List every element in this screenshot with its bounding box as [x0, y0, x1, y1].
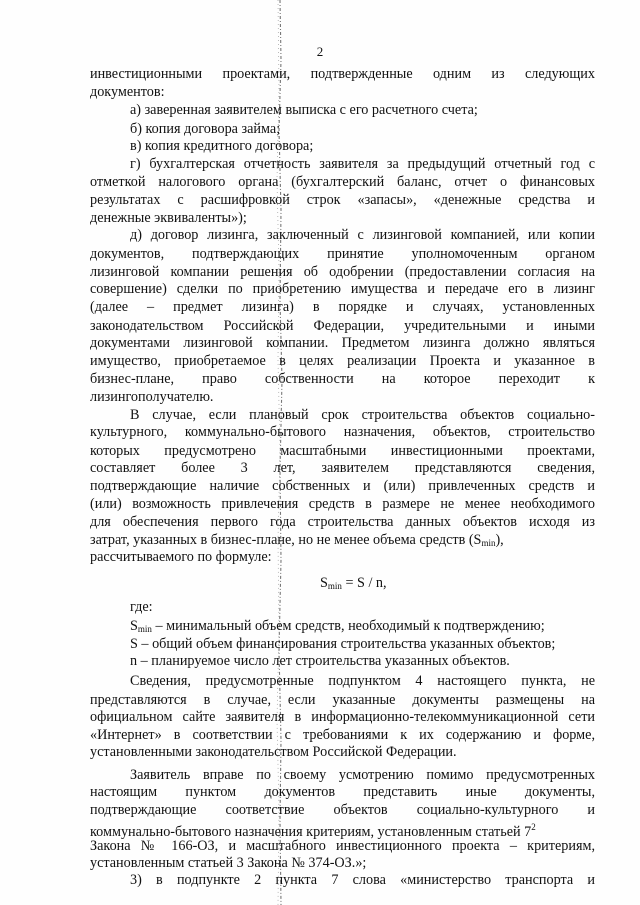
text-line: бизнес-плане, право собственности на которое переходит к	[90, 371, 595, 387]
list-item-g: г) бухгалтерская отчетность заявителя за предыдущий отчетный год с	[130, 156, 595, 172]
text-line: где:	[130, 599, 153, 615]
list-item-v: в) копия кредитного договора;	[130, 138, 314, 154]
text-line: составляет более 3 лет, заявителем представляются сведения,	[90, 460, 595, 476]
text-fragment: ),	[495, 532, 504, 548]
def-symbol: S	[130, 618, 138, 634]
subscript: min	[481, 538, 496, 548]
formula-rhs: = S / n,	[341, 575, 387, 591]
formula-lhs: S	[320, 575, 328, 591]
text-line: документами лизинговой компании. Предметом лизинга должно являться	[90, 335, 595, 351]
formula	[320, 574, 520, 596]
text-line: установленными законодательством Российской Федерации.	[90, 744, 457, 760]
text-line: Закона № 166-ОЗ, и масштабного инвестиционного проекта – критериям,	[90, 838, 595, 854]
text-line: настоящим пунктом документов представить иные документы,	[90, 784, 595, 800]
def-text: – минимальный объем средств, необходимый к подтверждению;	[155, 618, 545, 634]
text-line: для обеспечения первого года строительства данных объектов исходя из	[90, 514, 595, 530]
text-line: культурного, коммунально-бытового назначения, объектов, строительство	[90, 424, 595, 440]
text-line: n – планируемое число лет строительства указанных объектов.	[130, 653, 510, 669]
text-line: «Интернет» в соответствии с требованиями к их содержанию и форме,	[90, 727, 595, 743]
text-line: инвестиционными проектами, подтвержденные одним из следующих	[90, 66, 595, 82]
def-sub: min	[137, 624, 152, 634]
text-line: отметкой налогового органа (бухгалтерский баланс, отчет о финансовых	[90, 174, 595, 190]
page-number: 2	[316, 44, 324, 59]
text-line: документов, подтверждающих принятие уполномоченным органом	[90, 246, 595, 262]
list-item-b: б) копия договора займа;	[130, 121, 281, 137]
text-line: 3) в подпункте 2 пункта 7 слова «министерство транспорта и	[130, 872, 595, 888]
superscript: 2	[531, 822, 536, 832]
text-line: рассчитываемого по формуле:	[90, 549, 272, 565]
text-line: S – общий объем финансирования строительства указанных объектов;	[130, 636, 556, 652]
text-line: лизинговой компании решения об одобрении (предоставлении согласия на	[90, 264, 595, 280]
text-line: представляются в случае, если указанные документы размещены на	[90, 692, 595, 708]
list-item-d: д) договор лизинга, заключенный с лизинговой компанией, или копии	[130, 227, 595, 243]
text-line: результатах с расшифровкой строк «запасы», «денежные средства и	[90, 192, 595, 208]
text-line: имущество, приобретаемое в целях реализации Проекта и указанное в	[90, 353, 595, 369]
formula-sub: min	[327, 581, 342, 591]
text-line: коммунально-бытового назначения критериям, установленным статьей 7	[90, 824, 532, 840]
text-line: денежные эквиваленты»);	[90, 210, 247, 226]
text-line: документов:	[90, 84, 165, 100]
text-line: законодательством Российской Федерации, учредительными и иными	[90, 318, 595, 334]
text-line: лизингополучателю.	[90, 389, 214, 405]
text-line: В случае, если плановый срок строительства объектов социально-	[130, 407, 595, 423]
text-line: установленным статьей 3 Закона № 374-ОЗ.»;	[90, 855, 367, 871]
text-line: Заявитель вправе по своему усмотрению помимо предусмотренных	[130, 767, 595, 783]
text-line: Сведения, предусмотренные подпунктом 4 настоящего пункта, не	[130, 673, 595, 689]
text-line: подтверждающие соответствие объектов социально-культурного и	[90, 802, 595, 818]
text-line: (или) возможность привлечения средств в размере не менее необходимого	[90, 496, 595, 512]
text-line: подтверждающие наличие собственных и (или) привлеченных средств и	[90, 478, 595, 494]
list-item-a: а) заверенная заявителем выписка с его расчетного счета;	[130, 102, 478, 118]
text-line: официальном сайте заявителя в информационно-телекоммуникационной сети	[90, 709, 595, 725]
text-line: которых предусмотрено масштабными инвестиционными проектами,	[90, 443, 595, 459]
text-line: затрат, указанных в бизнес-плане, но не менее объема средств (S	[90, 532, 482, 548]
text-line: совершение) сделки по приобретению имущества и передаче его в лизинг	[90, 281, 595, 297]
text-line: (далее – предмет лизинга) в порядке и случаях, установленных	[90, 299, 595, 315]
